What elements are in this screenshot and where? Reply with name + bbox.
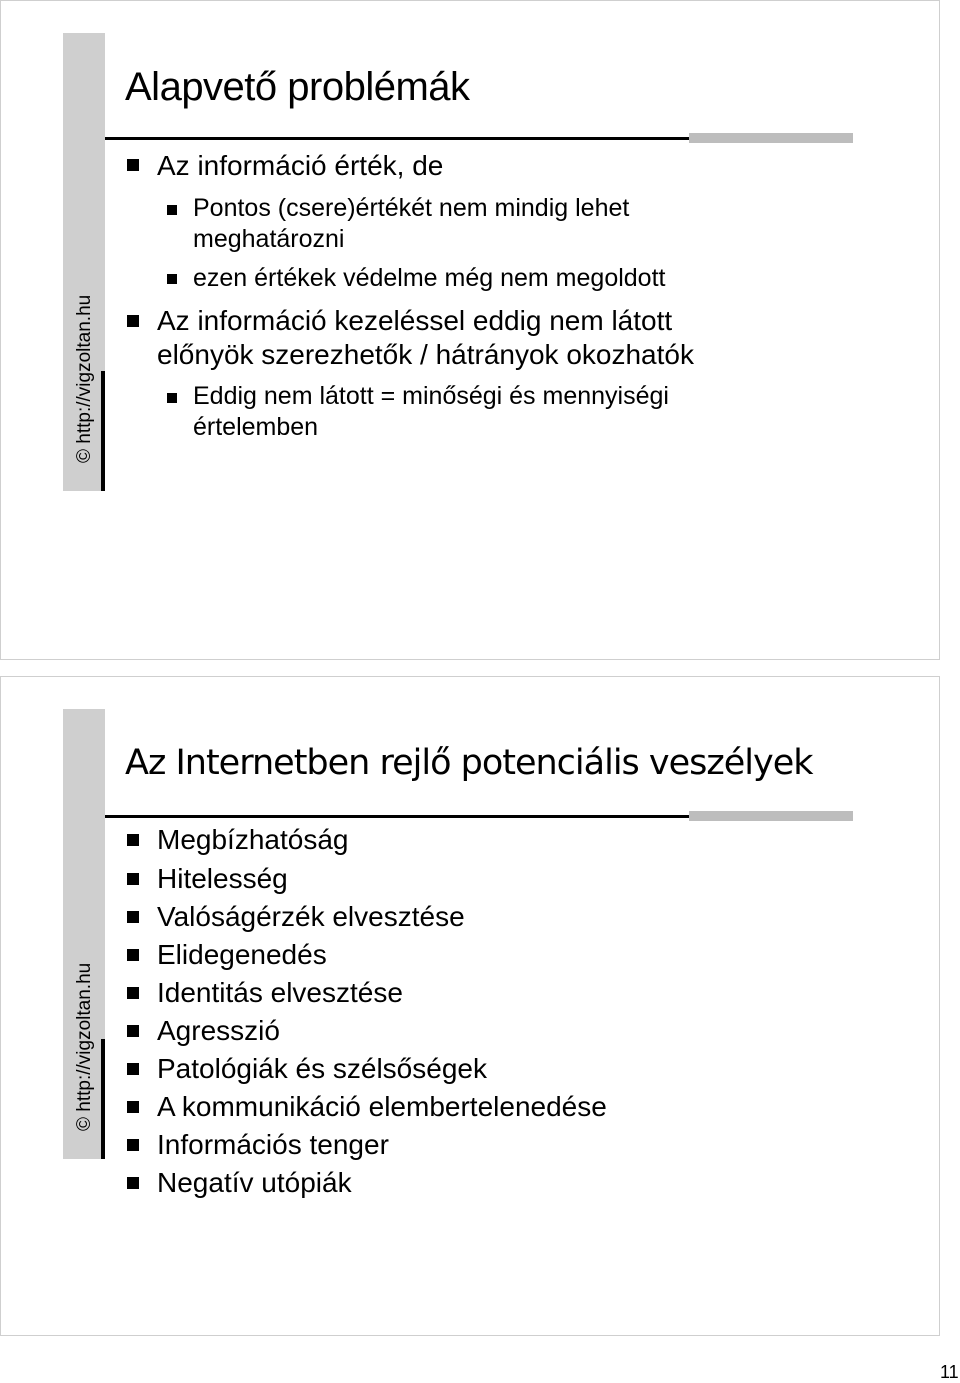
- bullet-text: Identitás elvesztése: [157, 977, 403, 1008]
- bullet-square-icon: [127, 1177, 139, 1189]
- bullet-square-icon: [127, 873, 139, 885]
- bullet-text: Megbízhatóság: [157, 824, 349, 855]
- bullet-text: Valóságérzék elvesztése: [157, 901, 465, 932]
- slide-2-sidebar: [63, 709, 105, 1159]
- title-rule-accent: [689, 811, 853, 821]
- bullet-square-icon: [167, 205, 177, 215]
- title-rule: [105, 137, 691, 140]
- bullet-text: Elidegenedés: [157, 939, 327, 970]
- bullet-square-icon: [167, 393, 177, 403]
- sub-bullet-text: ezen értékek védelme még nem megoldott: [193, 264, 666, 292]
- slide-2-title: Az Internetben rejlő potenciális veszélyek: [125, 743, 813, 783]
- bullet-text: Információs tenger: [157, 1129, 389, 1160]
- title-rule: [105, 815, 691, 818]
- slide-1: [0, 0, 940, 660]
- sub-bullet-text: meghatározni: [193, 225, 345, 253]
- bullet-text: Az információ érték, de: [157, 150, 444, 181]
- bullet-square-icon: [167, 274, 177, 284]
- page-number: 11: [940, 1362, 959, 1382]
- sub-bullet-text: Pontos (csere)értékét nem mindig lehet: [193, 194, 630, 222]
- bullet-square-icon: [127, 911, 139, 923]
- bullet-text: előnyök szerezhetők / hátrányok okozhatók: [157, 339, 694, 370]
- bullet-square-icon: [127, 949, 139, 961]
- sidebar-accent-bar: [101, 371, 105, 491]
- slide-1-title: Alapvető problémák: [125, 65, 470, 109]
- copyright-url: © http://vigzoltan.hu: [74, 962, 95, 1131]
- bullet-square-icon: [127, 315, 139, 327]
- bullet-square-icon: [127, 1025, 139, 1037]
- copyright-url: © http://vigzoltan.hu: [74, 294, 95, 463]
- sub-bullet-text: értelemben: [193, 413, 319, 441]
- bullet-square-icon: [127, 1063, 139, 1075]
- bullet-text: Patológiák és szélsőségek: [157, 1053, 487, 1084]
- sidebar-accent-bar: [101, 1039, 105, 1159]
- title-rule-accent: [689, 133, 853, 143]
- bullet-text: Negatív utópiák: [157, 1167, 352, 1198]
- bullet-square-icon: [127, 834, 139, 846]
- sub-bullet-text: Eddig nem látott = minőségi és mennyiségi: [193, 382, 669, 410]
- bullet-square-icon: [127, 1101, 139, 1113]
- bullet-text: Hitelesség: [157, 863, 288, 894]
- bullet-square-icon: [127, 159, 139, 171]
- bullet-square-icon: [127, 1139, 139, 1151]
- bullet-square-icon: [127, 987, 139, 999]
- slide-2: [0, 676, 940, 1336]
- bullet-text: A kommunikáció elembertelenedése: [157, 1091, 607, 1122]
- slide-1-sidebar: [63, 33, 105, 491]
- bullet-text: Az információ kezeléssel eddig nem látott: [157, 305, 673, 336]
- bullet-text: Agresszió: [157, 1015, 280, 1046]
